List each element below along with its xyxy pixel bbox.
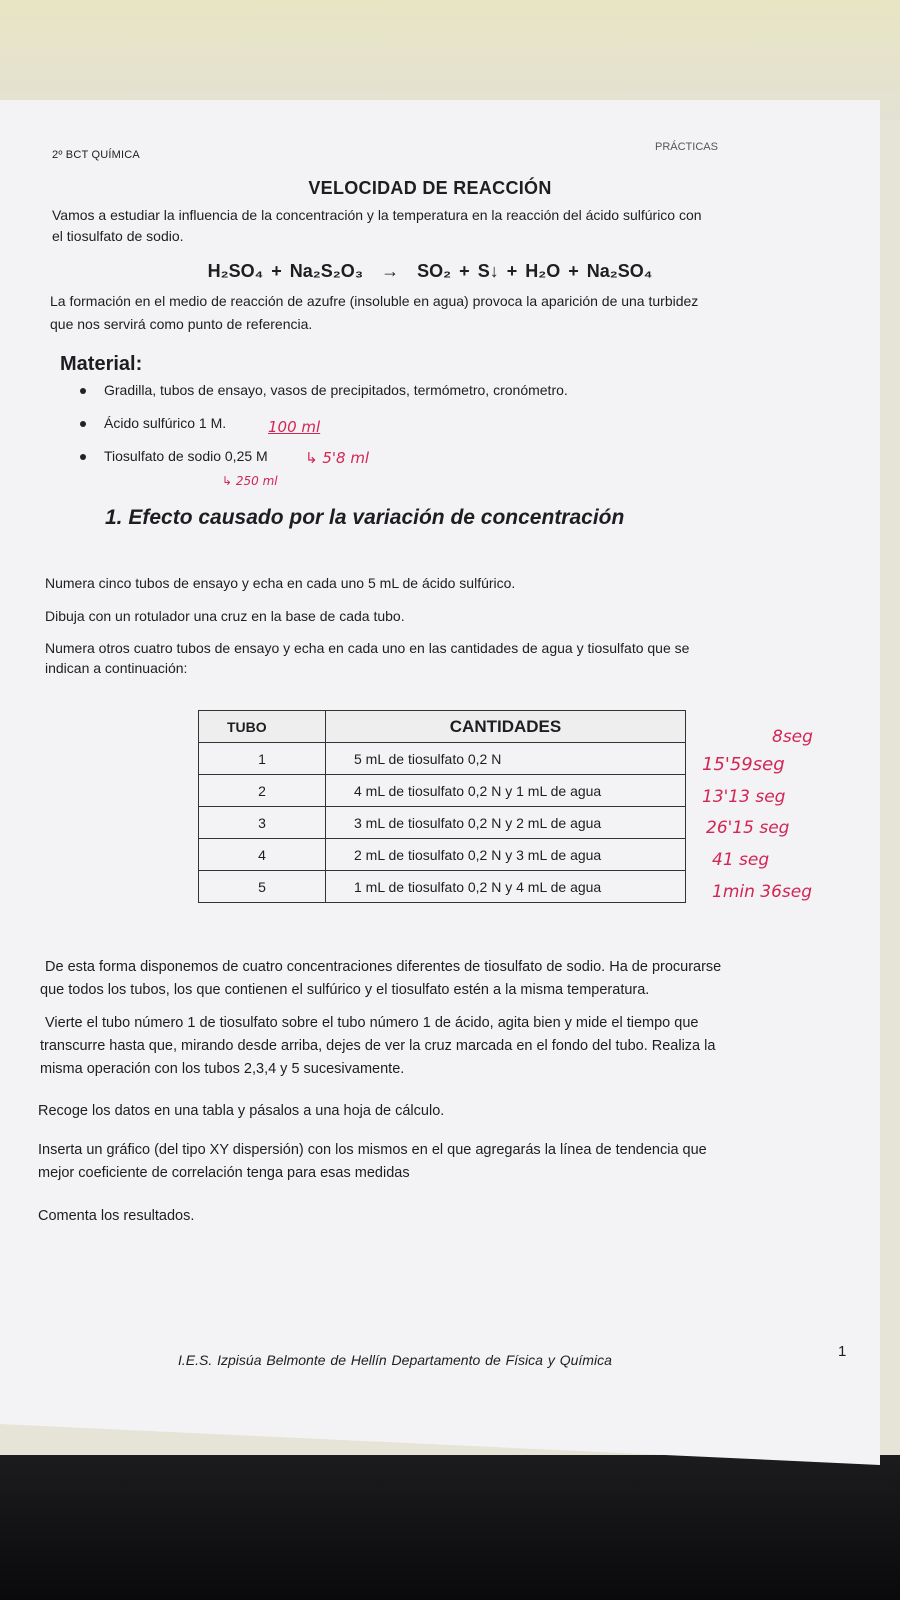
table-row <box>199 871 686 903</box>
chemical-equation <box>0 261 860 282</box>
table-row <box>199 839 686 871</box>
handwritten-thio-mass: ↳ 5'8 ml <box>305 449 370 467</box>
quantities-table <box>198 710 686 903</box>
table-cell-tubo: 5 <box>199 871 326 903</box>
instruction-3-line-2: indican a continuación: <box>45 660 188 676</box>
plus-sign: + <box>459 261 470 281</box>
table-header-row <box>199 711 686 743</box>
precipitate-arrow-icon: ↓ <box>489 261 499 281</box>
product-water-sulfate: H₂O + Na₂SO₄ <box>525 261 653 281</box>
reaction-arrow-icon: → <box>381 261 400 281</box>
intro-line-1: Vamos a estudiar la influencia de la concentración y la temperatura en la reacción del ácido sulfúrico con <box>52 207 702 223</box>
plus-sign: + <box>506 261 518 281</box>
product-so2: SO₂ <box>417 261 452 281</box>
handwritten-time: 8seg <box>772 727 813 747</box>
handwritten-thio-volume-text: 250 ml <box>235 474 278 488</box>
material-heading: Material: <box>60 353 143 375</box>
material-item: Ácido sulfúrico 1 M. <box>80 411 568 444</box>
body-para-2-line-2: transcurre hasta que, mirando desde arriba, dejes de ver la cruz marcada en el fondo del tubo. Realiza la <box>40 1038 716 1054</box>
section-label: PRÁCTICAS <box>655 141 718 153</box>
section-1-heading: 1. Efecto causado por la variación de concentración <box>105 506 625 529</box>
material-item: Gradilla, tubos de ensayo, vasos de precipitados, termómetro, cronómetro. <box>80 378 568 411</box>
instruction-2: Dibuja con un rotulador una cruz en la base de cada tubo. <box>45 608 405 624</box>
body-para-5: Comenta los resultados. <box>38 1208 195 1224</box>
product-sulfur: S <box>477 261 490 281</box>
table-row <box>199 743 686 775</box>
table-cell-cantidad: 5 mL de tiosulfato 0,2 N <box>326 743 686 775</box>
turbidity-line-2: que nos servirá como punto de referencia. <box>50 316 313 332</box>
handwritten-time: 13'13 seg <box>702 787 786 807</box>
handwritten-time: 26'15 seg <box>706 818 790 838</box>
body-para-1-line-1: De esta forma disponemos de cuatro concentraciones diferentes de tiosulfato de sodio. Ha de procurarse <box>45 959 722 975</box>
course-label: 2º BCT QUÍMICA <box>52 149 140 161</box>
table-row <box>199 807 686 839</box>
handwritten-time: 15'59seg <box>702 754 785 775</box>
material-item: Tiosulfato de sodio 0,25 M <box>80 444 568 477</box>
table-header-cantidades: CANTIDADES <box>326 711 686 743</box>
table-cell-tubo: 2 <box>199 775 326 807</box>
intro-line-2: el tiosulfato de sodio. <box>52 228 184 244</box>
footer-text: I.E.S. Izpisúa Belmonte de Hellín Departamento de Física y Química <box>178 1352 612 1368</box>
handwritten-time: 41 seg <box>712 850 770 870</box>
body-para-4-line-1: Inserta un gráfico (del tipo XY dispersión) con los mismos en el que agregarás la línea de tendencia que <box>38 1142 707 1158</box>
table-cell-tubo: 1 <box>199 743 326 775</box>
instruction-3-line-1: Numera otros cuatro tubos de ensayo y echa en cada uno en las cantidades de agua y tiosulfato que se <box>45 640 690 656</box>
instruction-1: Numera cinco tubos de ensayo y echa en cada uno 5 mL de ácido sulfúrico. <box>45 575 516 591</box>
plus-sign: + <box>271 261 282 281</box>
background-bottom <box>0 1455 900 1600</box>
handwritten-acid-volume: 100 ml <box>268 418 321 436</box>
reactant-thiosulfate: Na₂S₂O₃ <box>289 261 364 281</box>
table-header-tubo: TUBO <box>199 711 326 743</box>
body-para-2-line-1: Vierte el tubo número 1 de tiosulfato sobre el tubo número 1 de ácido, agita bien y mide el tiempo que <box>45 1015 699 1031</box>
table-row <box>199 775 686 807</box>
table-cell-cantidad: 4 mL de tiosulfato 0,2 N y 1 mL de agua <box>326 775 686 807</box>
body-para-1-line-2: que todos los tubos, los que contienen el sulfúrico y el tiosulfato estén a la misma temperatura. <box>40 982 650 998</box>
table-cell-tubo: 4 <box>199 839 326 871</box>
table-cell-tubo: 3 <box>199 807 326 839</box>
body-para-3: Recoge los datos en una tabla y pásalos a una hoja de cálculo. <box>38 1103 445 1119</box>
reactant-sulfuric: H₂SO₄ <box>207 261 264 281</box>
page-title: VELOCIDAD DE REACCIÓN <box>308 178 552 198</box>
body-para-4-line-2: mejor coeficiente de correlación tenga para esas medidas <box>38 1165 410 1181</box>
table-cell-cantidad: 2 mL de tiosulfato 0,2 N y 3 mL de agua <box>326 839 686 871</box>
handwritten-thio-volume: ↳ 250 ml <box>222 474 278 488</box>
handwritten-time: 1min 36seg <box>712 882 813 902</box>
page-number: 1 <box>838 1343 847 1360</box>
table-cell-cantidad: 1 mL de tiosulfato 0,2 N y 4 mL de agua <box>326 871 686 903</box>
turbidity-line-1: La formación en el medio de reacción de azufre (insoluble en agua) provoca la aparición de una turbidez <box>50 293 699 309</box>
handwritten-thio-mass-text: 5'8 ml <box>322 449 370 467</box>
body-para-2-line-3: misma operación con los tubos 2,3,4 y 5 sucesivamente. <box>40 1061 405 1077</box>
table-cell-cantidad: 3 mL de tiosulfato 0,2 N y 2 mL de agua <box>326 807 686 839</box>
